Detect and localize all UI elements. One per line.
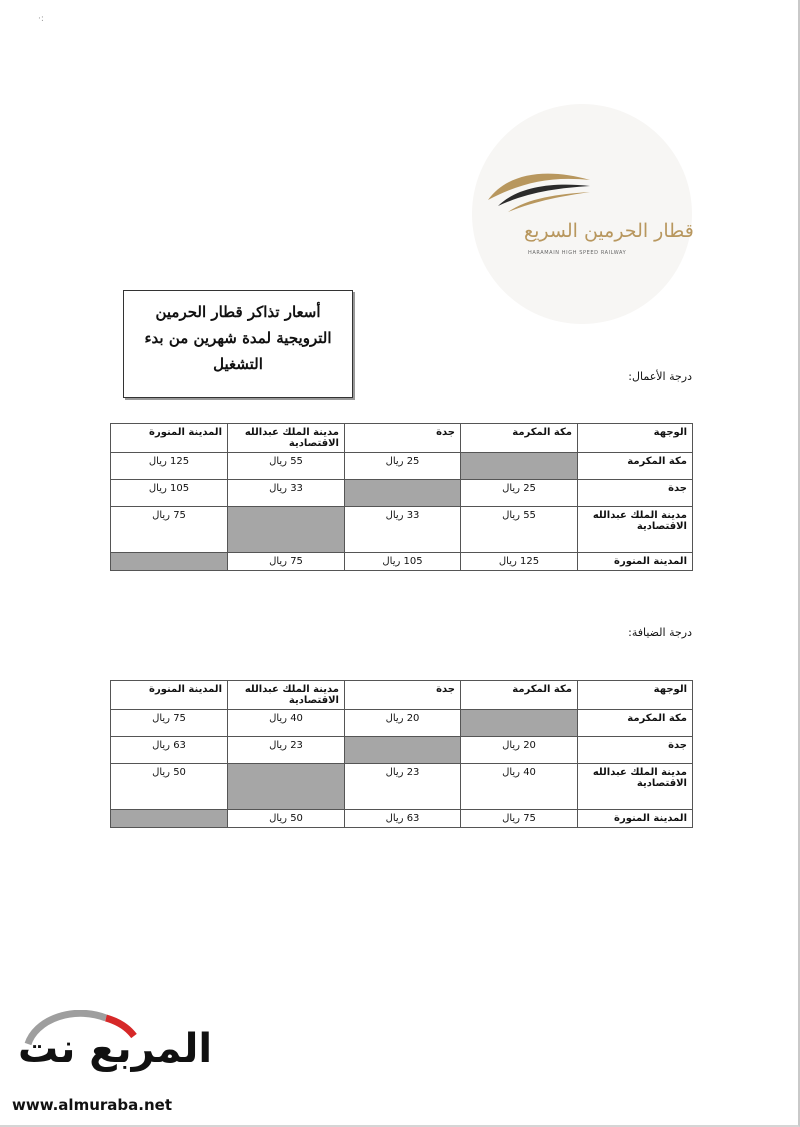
watermark-url: www.almuraba.net bbox=[8, 1096, 176, 1114]
table-row bbox=[111, 553, 693, 571]
empty-cell bbox=[461, 453, 578, 480]
fare-cell: 125 ريال bbox=[461, 553, 578, 571]
fare-cell: 55 ريال bbox=[228, 453, 345, 480]
table-row bbox=[111, 710, 693, 737]
row-header: مكة المكرمة bbox=[578, 453, 693, 480]
empty-cell bbox=[228, 764, 345, 810]
row-header: جدة bbox=[578, 480, 693, 507]
column-header: مكة المكرمة bbox=[461, 681, 578, 710]
column-header: المدينة المنورة bbox=[111, 681, 228, 710]
table-row bbox=[111, 810, 693, 828]
business-fares-table bbox=[110, 423, 693, 571]
column-header: مكة المكرمة bbox=[461, 424, 578, 453]
fare-cell: 23 ريال bbox=[228, 737, 345, 764]
column-header: جدة bbox=[345, 681, 461, 710]
guest-fares-table bbox=[110, 680, 693, 828]
table-header-row bbox=[111, 424, 693, 453]
fare-cell: 33 ريال bbox=[228, 480, 345, 507]
fare-cell: 50 ريال bbox=[111, 764, 228, 810]
fare-cell: 75 ريال bbox=[111, 507, 228, 553]
fare-cell: 63 ريال bbox=[111, 737, 228, 764]
fare-cell: 25 ريال bbox=[345, 453, 461, 480]
train-logo-icon bbox=[478, 166, 598, 216]
row-header: المدينة المنورة bbox=[578, 810, 693, 828]
corner-mark: ·: bbox=[38, 14, 44, 24]
fare-cell: 55 ريال bbox=[461, 507, 578, 553]
table-row bbox=[111, 480, 693, 507]
column-header: جدة bbox=[345, 424, 461, 453]
guest-class-label: درجة الضيافة: bbox=[628, 626, 692, 639]
logo-name-en: HARAMAIN HIGH SPEED RAILWAY bbox=[528, 250, 627, 256]
empty-cell bbox=[345, 480, 461, 507]
fare-cell: 25 ريال bbox=[461, 480, 578, 507]
empty-cell bbox=[345, 737, 461, 764]
logo-name-ar: قطار الحرمين السريع bbox=[524, 220, 694, 242]
column-header: مدينة الملك عبدالله الاقتصادية bbox=[228, 424, 345, 453]
logo bbox=[472, 104, 692, 324]
fare-cell: 20 ريال bbox=[461, 737, 578, 764]
watermark-brand: المربع نت bbox=[18, 1026, 213, 1072]
table-row bbox=[111, 737, 693, 764]
fare-cell: 50 ريال bbox=[228, 810, 345, 828]
fare-cell: 40 ريال bbox=[461, 764, 578, 810]
fare-cell: 40 ريال bbox=[228, 710, 345, 737]
fare-cell: 23 ريال bbox=[345, 764, 461, 810]
fare-cell: 20 ريال bbox=[345, 710, 461, 737]
page-title: أسعار تذاكر قطار الحرمين الترويجية لمدة شهرين من بدء التشغيل bbox=[123, 290, 353, 398]
column-header: المدينة المنورة bbox=[111, 424, 228, 453]
fare-cell: 105 ريال bbox=[111, 480, 228, 507]
fare-cell: 33 ريال bbox=[345, 507, 461, 553]
empty-cell bbox=[111, 553, 228, 571]
fare-cell: 75 ريال bbox=[111, 710, 228, 737]
fare-cell: 75 ريال bbox=[461, 810, 578, 828]
empty-cell bbox=[461, 710, 578, 737]
table-row bbox=[111, 453, 693, 480]
column-header: مدينة الملك عبدالله الاقتصادية bbox=[228, 681, 345, 710]
fare-cell: 105 ريال bbox=[345, 553, 461, 571]
table-row bbox=[111, 507, 693, 553]
fare-cell: 75 ريال bbox=[228, 553, 345, 571]
table-header-row bbox=[111, 681, 693, 710]
table-row bbox=[111, 764, 693, 810]
row-header: مكة المكرمة bbox=[578, 710, 693, 737]
row-header: مدينة الملك عبدالله الاقتصادية bbox=[578, 764, 693, 810]
fare-cell: 125 ريال bbox=[111, 453, 228, 480]
business-class-label: درجة الأعمال: bbox=[628, 370, 692, 383]
row-header: المدينة المنورة bbox=[578, 553, 693, 571]
watermark bbox=[8, 1010, 233, 1120]
column-header: الوجهة bbox=[578, 681, 693, 710]
empty-cell bbox=[228, 507, 345, 553]
empty-cell bbox=[111, 810, 228, 828]
fare-cell: 63 ريال bbox=[345, 810, 461, 828]
row-header: جدة bbox=[578, 737, 693, 764]
row-header: مدينة الملك عبدالله الاقتصادية bbox=[578, 507, 693, 553]
column-header: الوجهة bbox=[578, 424, 693, 453]
